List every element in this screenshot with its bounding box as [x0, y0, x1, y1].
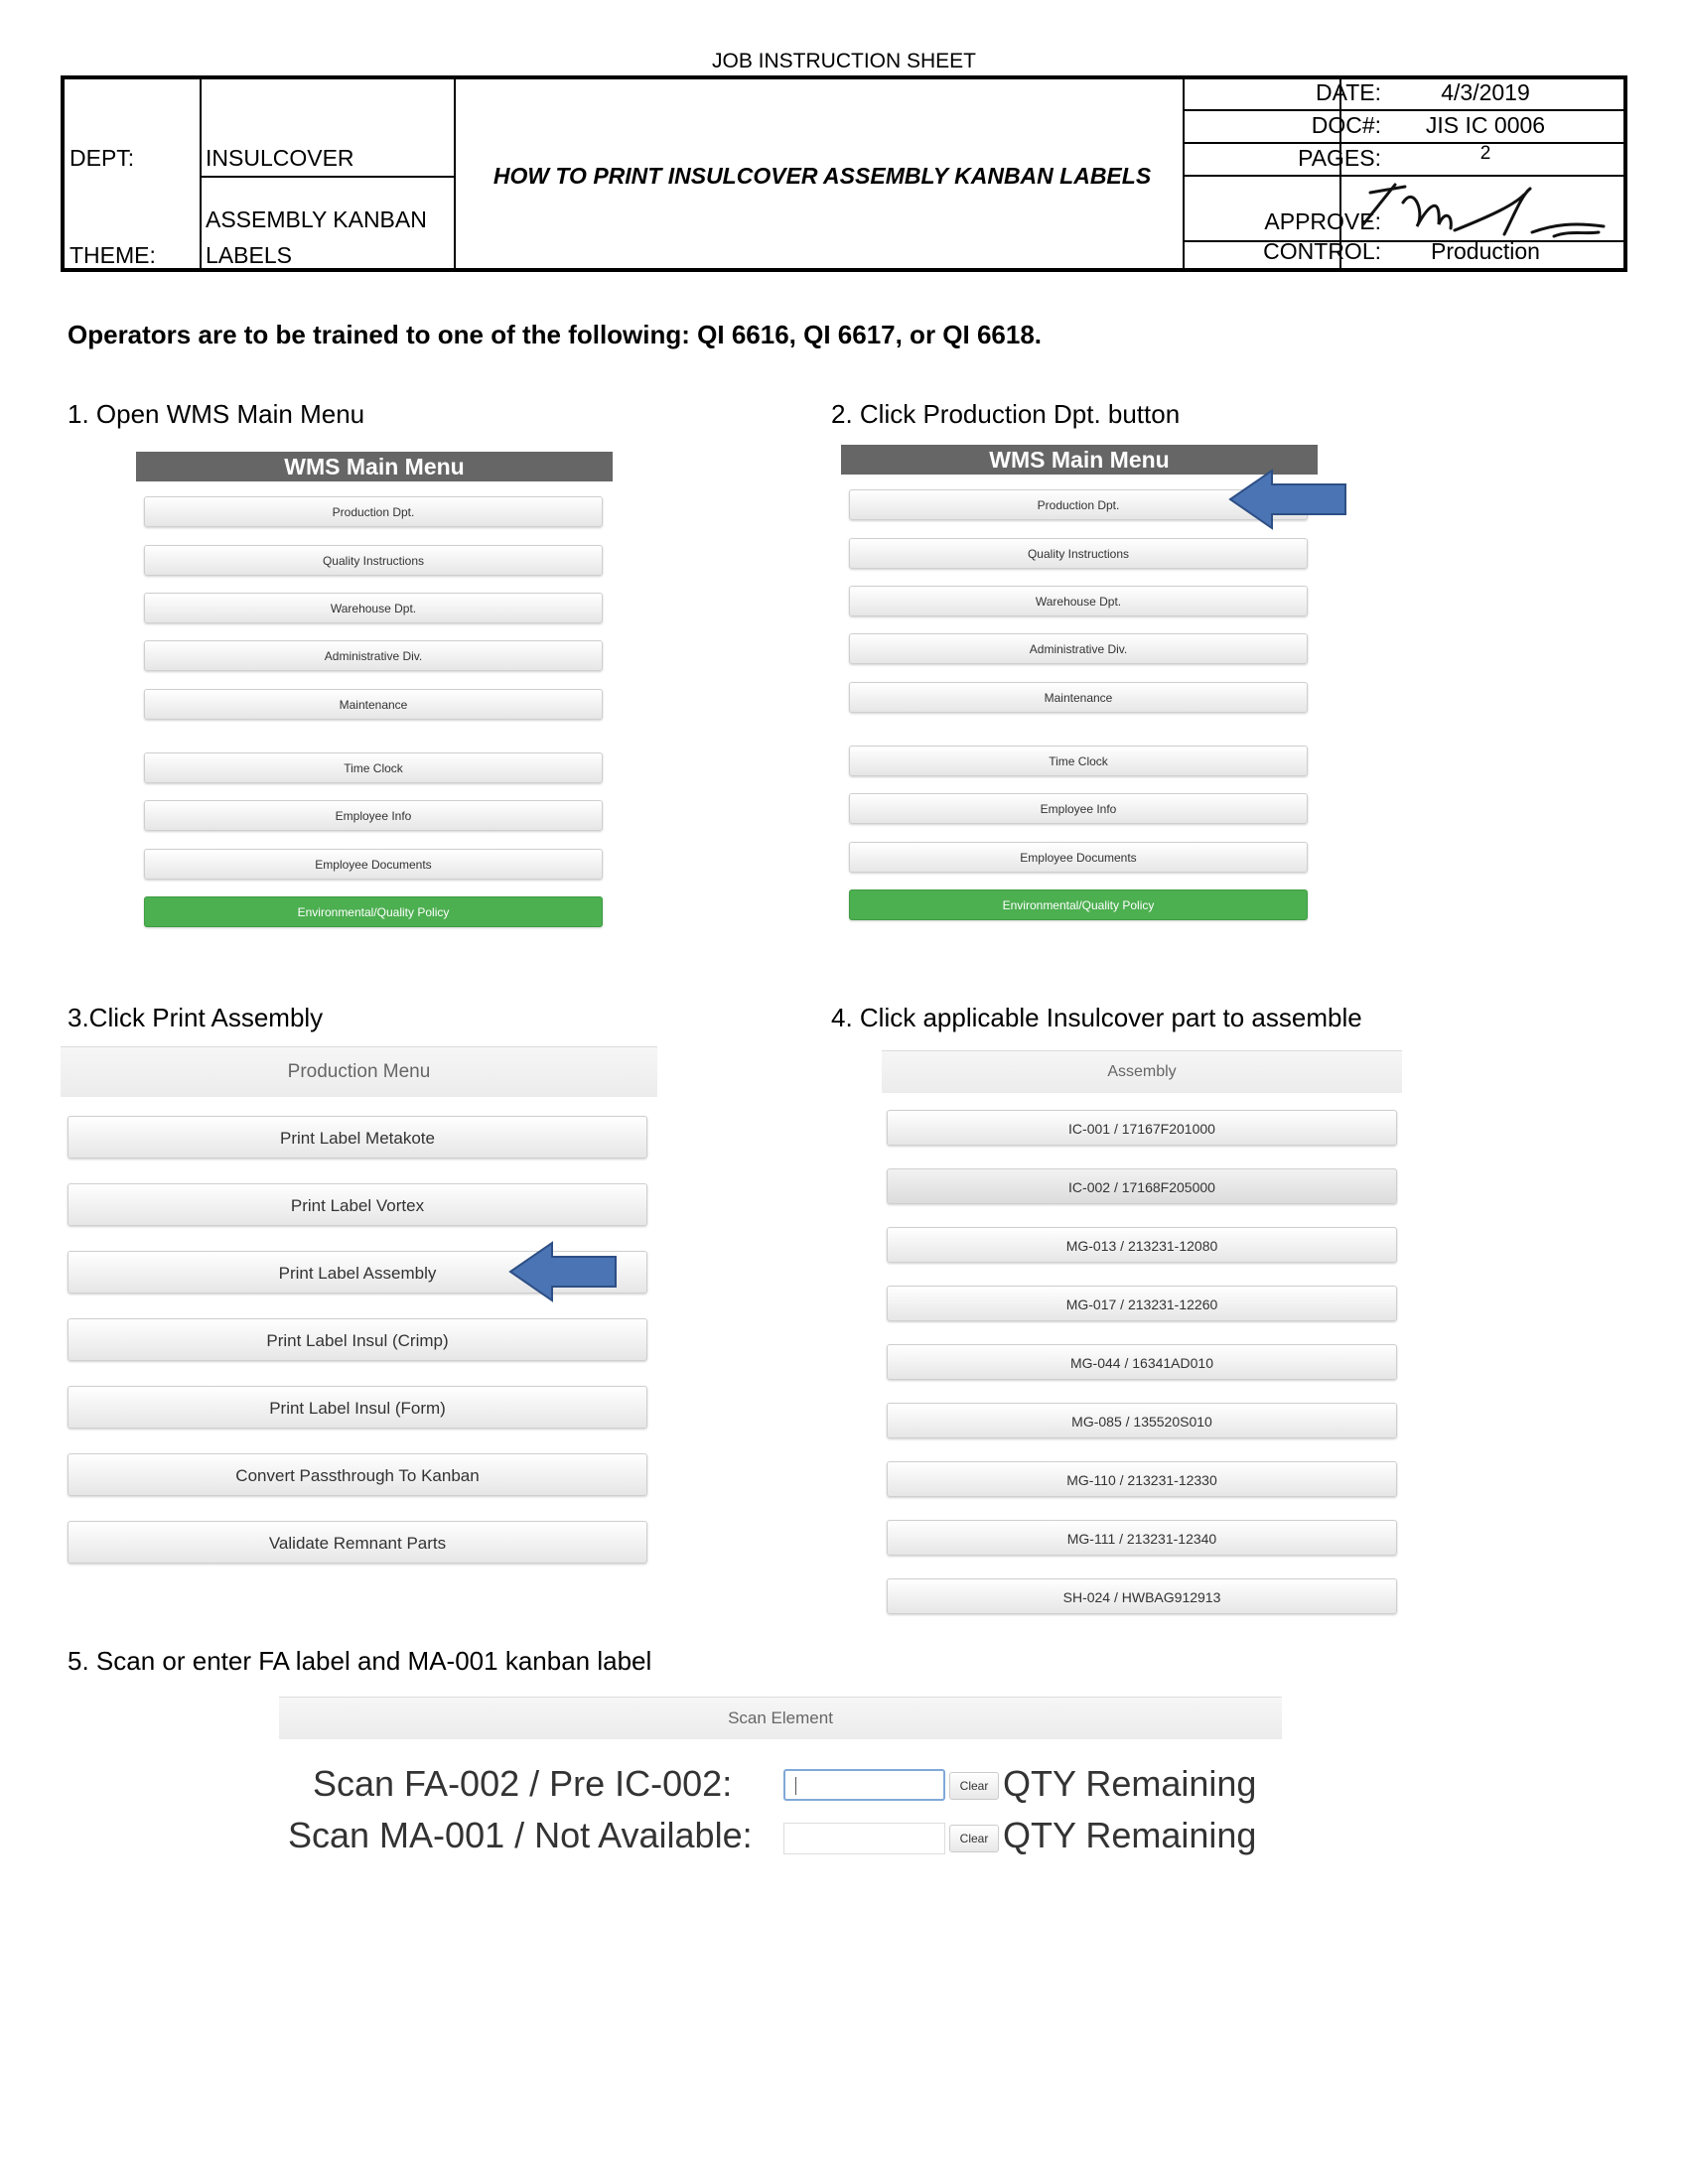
scan-fa-label: Scan FA-002 / Pre IC-002: — [313, 1763, 733, 1804]
employee-info-button[interactable]: Employee Info — [849, 793, 1308, 824]
divider — [454, 79, 456, 268]
warehouse-dpt-button[interactable]: Warehouse Dpt. — [144, 593, 603, 623]
signature — [1355, 175, 1623, 244]
assembly-menu-title: Assembly — [882, 1050, 1402, 1093]
operator-training-note: Operators are to be trained to one of the following: QI 6616, QI 6617, or QI 6618. — [68, 320, 1043, 349]
scan-element-title: Scan Element — [279, 1697, 1282, 1739]
clear-ma-button[interactable]: Clear — [949, 1825, 999, 1852]
date-label: DATE: — [1315, 79, 1381, 105]
approve-label: APPROVE: — [1264, 208, 1381, 234]
print-label-insul-form-button[interactable]: Print Label Insul (Form) — [68, 1386, 647, 1429]
print-label-assembly-button[interactable]: Print Label Assembly — [68, 1251, 647, 1294]
environmental-quality-policy-button[interactable]: Environmental/Quality Policy — [144, 896, 603, 927]
doc-value: JIS IC 0006 — [1425, 112, 1546, 138]
assembly-part-button[interactable]: IC-002 / 17168F205000 — [887, 1168, 1397, 1204]
divider — [200, 79, 202, 268]
step-1-label: 1. Open WMS Main Menu — [68, 399, 365, 429]
administrative-div-button[interactable]: Administrative Div. — [849, 633, 1308, 664]
scan-ma-label: Scan MA-001 / Not Available: — [288, 1815, 753, 1855]
theme-value-line1: ASSEMBLY KANBAN — [206, 206, 427, 232]
pointer-arrow-icon — [508, 1241, 620, 1302]
quality-instructions-button[interactable]: Quality Instructions — [144, 545, 603, 576]
dept-value: INSULCOVER — [206, 145, 354, 171]
administrative-div-button[interactable]: Administrative Div. — [144, 640, 603, 671]
text-cursor — [795, 1777, 796, 1795]
scan-ma-input[interactable] — [783, 1823, 945, 1854]
pointer-arrow-icon — [1228, 469, 1349, 530]
theme-value-line2: LABELS — [206, 242, 292, 268]
pages-value: 2 — [1479, 143, 1491, 164]
assembly-part-button[interactable]: MG-110 / 213231-12330 — [887, 1461, 1397, 1497]
divider — [1183, 109, 1627, 111]
maintenance-button[interactable]: Maintenance — [849, 682, 1308, 713]
time-clock-button[interactable]: Time Clock — [144, 752, 603, 783]
divider — [200, 176, 454, 178]
step-5-label: 5. Scan or enter FA label and MA-001 kanban label — [68, 1646, 652, 1676]
panel-title: WMS Main Menu — [136, 452, 613, 481]
convert-passthrough-to-kanban-button[interactable]: Convert Passthrough To Kanban — [68, 1453, 647, 1496]
document-title: HOW TO PRINT INSULCOVER ASSEMBLY KANBAN LABELS — [492, 163, 1152, 189]
employee-documents-button[interactable]: Employee Documents — [144, 849, 603, 880]
control-label: CONTROL: — [1263, 238, 1381, 264]
assembly-part-button[interactable]: MG-085 / 135520S010 — [887, 1403, 1397, 1438]
validate-remnant-parts-button[interactable]: Validate Remnant Parts — [68, 1521, 647, 1564]
dept-label: DEPT: — [70, 145, 135, 171]
qty-remaining-label: QTY Remaining — [1003, 1763, 1257, 1804]
step-2-label: 2. Click Production Dpt. button — [831, 399, 1181, 429]
employee-documents-button[interactable]: Employee Documents — [849, 842, 1308, 873]
employee-info-button[interactable]: Employee Info — [144, 800, 603, 831]
warehouse-dpt-button[interactable]: Warehouse Dpt. — [849, 586, 1308, 616]
control-value: Production — [1431, 238, 1540, 264]
date-value: 4/3/2019 — [1441, 79, 1530, 105]
print-label-insul-crimp-button[interactable]: Print Label Insul (Crimp) — [68, 1318, 647, 1361]
maintenance-button[interactable]: Maintenance — [144, 689, 603, 720]
print-label-vortex-button[interactable]: Print Label Vortex — [68, 1183, 647, 1226]
qty-remaining-label: QTY Remaining — [1003, 1815, 1257, 1855]
environmental-quality-policy-button[interactable]: Environmental/Quality Policy — [849, 889, 1308, 920]
doc-label: DOC#: — [1311, 112, 1381, 138]
production-dpt-button[interactable]: Production Dpt. — [849, 489, 1308, 520]
assembly-part-button[interactable]: SH-024 / HWBAG912913 — [887, 1578, 1397, 1614]
assembly-part-button[interactable]: MG-013 / 213231-12080 — [887, 1227, 1397, 1263]
production-menu-title: Production Menu — [61, 1046, 657, 1097]
clear-fa-button[interactable]: Clear — [949, 1772, 999, 1800]
assembly-part-button[interactable]: IC-001 / 17167F201000 — [887, 1110, 1397, 1146]
header-table — [61, 75, 1627, 272]
production-dpt-button[interactable]: Production Dpt. — [144, 496, 603, 527]
quality-instructions-button[interactable]: Quality Instructions — [849, 538, 1308, 569]
step-3-label: 3.Click Print Assembly — [68, 1003, 324, 1032]
assembly-part-button[interactable]: MG-044 / 16341AD010 — [887, 1344, 1397, 1380]
sheet-title: JOB INSTRUCTION SHEET — [711, 50, 977, 72]
step-4-label: 4. Click applicable Insulcover part to assemble — [831, 1003, 1362, 1032]
assembly-part-button[interactable]: MG-017 / 213231-12260 — [887, 1286, 1397, 1321]
assembly-part-button[interactable]: MG-111 / 213231-12340 — [887, 1520, 1397, 1556]
wms-menu-panel-1 — [136, 452, 613, 928]
scan-fa-input[interactable] — [783, 1769, 945, 1801]
pages-label: PAGES: — [1298, 145, 1381, 171]
print-label-metakote-button[interactable]: Print Label Metakote — [68, 1116, 647, 1159]
panel-title: WMS Main Menu — [841, 445, 1318, 475]
time-clock-button[interactable]: Time Clock — [849, 746, 1308, 776]
theme-label: THEME: — [70, 242, 156, 268]
